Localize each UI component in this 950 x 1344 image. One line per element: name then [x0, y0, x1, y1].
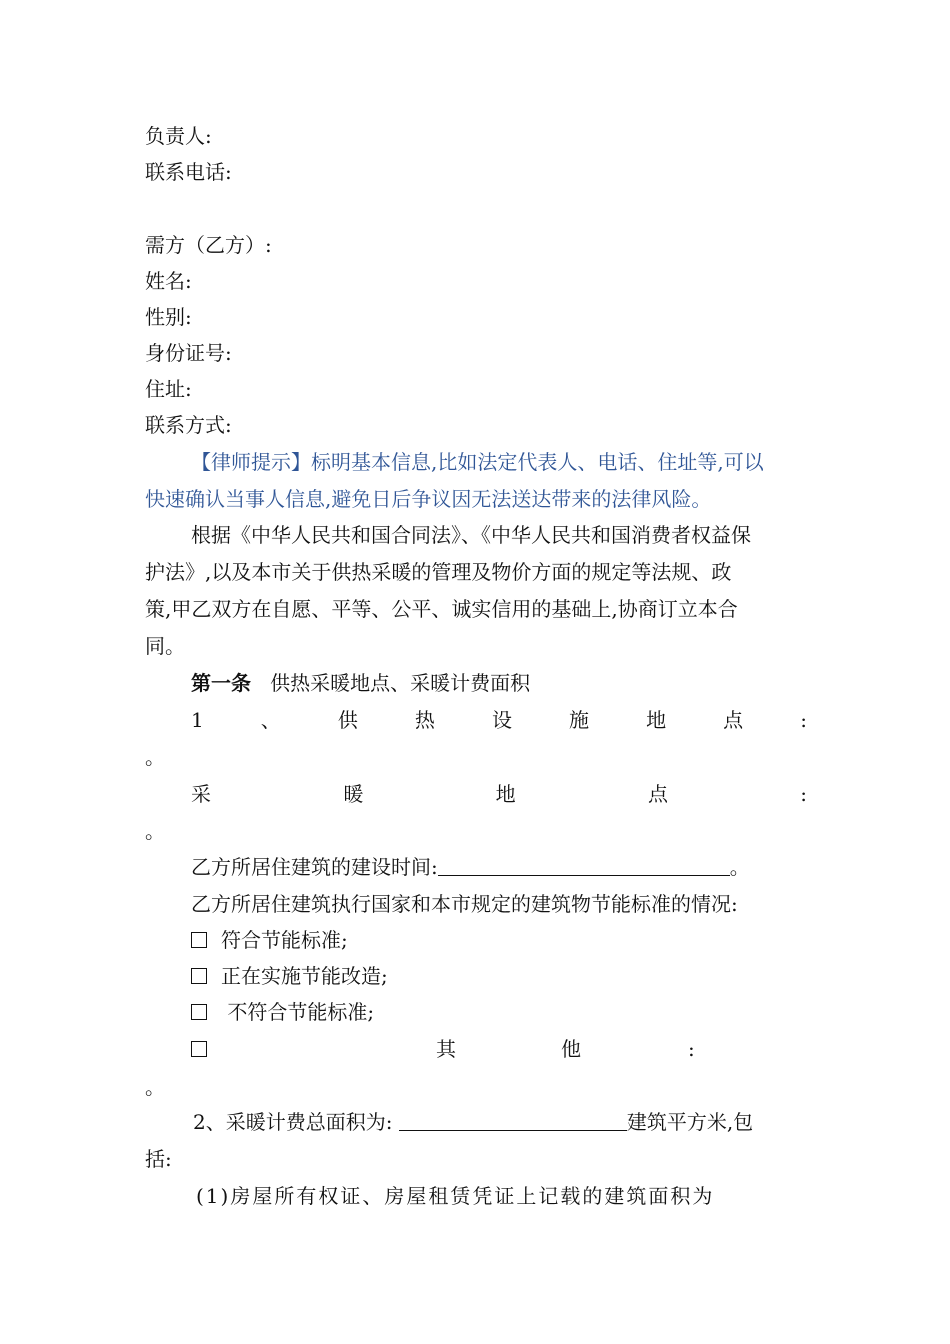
option-retrofit [191, 962, 807, 990]
energy-standard-line: 乙方所居住建筑执行国家和本市规定的建筑物节能标准的情况: [191, 892, 738, 916]
facility-char: 施 [569, 708, 590, 732]
manager-label: 负责人: [145, 124, 212, 148]
preamble-line3: 策,甲乙双方在自愿、平等、公平、诚实信用的基础上,协商订立本合 [145, 597, 738, 621]
article1-title: 供热采暖地点、采暖计费面积 [270, 671, 531, 695]
heating-period: 。 [145, 819, 165, 843]
phone-label: 联系电话: [145, 160, 232, 184]
name-label: 姓名: [145, 269, 192, 293]
checkbox-retrofit[interactable] [191, 968, 207, 984]
area-blank[interactable] [399, 1110, 627, 1131]
option-compliant [191, 926, 807, 954]
address-label: 住址: [145, 377, 192, 401]
lawyer-tip-text: 标明基本信息,比如法定代表人、电话、住址等,可以 [311, 450, 764, 474]
facility-char: 地 [646, 708, 667, 732]
option-noncompliant [191, 998, 807, 1026]
gender-label: 性别: [145, 305, 192, 329]
checkbox-compliant[interactable] [191, 932, 207, 948]
heating-char: 暖 [343, 782, 364, 806]
facility-char: 热 [414, 708, 435, 732]
option-compliant-label: 符合节能标准; [221, 928, 348, 952]
facility-char: 供 [337, 708, 358, 732]
lawyer-tip-line1 [191, 448, 807, 476]
article1-heading [191, 669, 807, 697]
contact-label: 联系方式: [145, 413, 232, 437]
option-retrofit-label: 正在实施节能改造; [221, 964, 388, 988]
other-char: 其 [436, 1037, 456, 1061]
other-char: : [688, 1037, 695, 1061]
other-char: 他 [561, 1037, 581, 1061]
option-noncompliant-label: 不符合节能标准; [221, 1000, 375, 1024]
checkbox-noncompliant[interactable] [191, 1004, 207, 1020]
construction-time-blank[interactable] [438, 855, 730, 876]
heating-char: 采 [191, 782, 211, 806]
preamble-line4: 同。 [145, 634, 185, 658]
area-prefix: 2、采暖计费总面积为: [193, 1110, 393, 1134]
facility-char: : [800, 708, 807, 732]
area-line [193, 1108, 807, 1136]
facility-location-line [191, 706, 807, 734]
lawyer-tip-tag: 【律师提示】 [191, 450, 311, 474]
other-period: 。 [145, 1075, 165, 1099]
party-b-heading: 需方（乙方）: [145, 233, 272, 257]
area-cont: 括: [145, 1147, 172, 1171]
facility-char: 、 [260, 708, 281, 732]
facility-char: 点 [723, 708, 744, 732]
heating-location-line [191, 780, 807, 808]
area-suffix: 建筑平方米,包 [626, 1110, 754, 1134]
heating-char: : [800, 782, 807, 806]
construction-time-line [191, 853, 807, 881]
facility-period: 。 [145, 745, 165, 769]
heating-char: 点 [647, 782, 668, 806]
id-number-label: 身份证号: [145, 341, 232, 365]
facility-char: 设 [491, 708, 512, 732]
facility-char: 1 [191, 708, 204, 732]
lawyer-tip-line2: 快速确认当事人信息,避免日后争议因无法送达带来的法律风险。 [145, 487, 712, 511]
preamble-line1: 根据《中华人民共和国合同法》、《中华人民共和国消费者权益保 [191, 523, 751, 547]
item-1-line: (1)房屋所有权证、房屋租赁凭证上记载的建筑面积为 [196, 1184, 715, 1208]
construction-time-label: 乙方所居住建筑的建设时间: [191, 855, 438, 879]
article1-label: 第一条 [191, 671, 251, 695]
heating-char: 地 [495, 782, 516, 806]
checkbox-other[interactable] [191, 1041, 207, 1057]
construction-time-period: 。 [729, 855, 750, 879]
preamble-line2: 护法》,以及本市关于供热采暖的管理及物价方面的规定等法规、政 [145, 560, 732, 584]
